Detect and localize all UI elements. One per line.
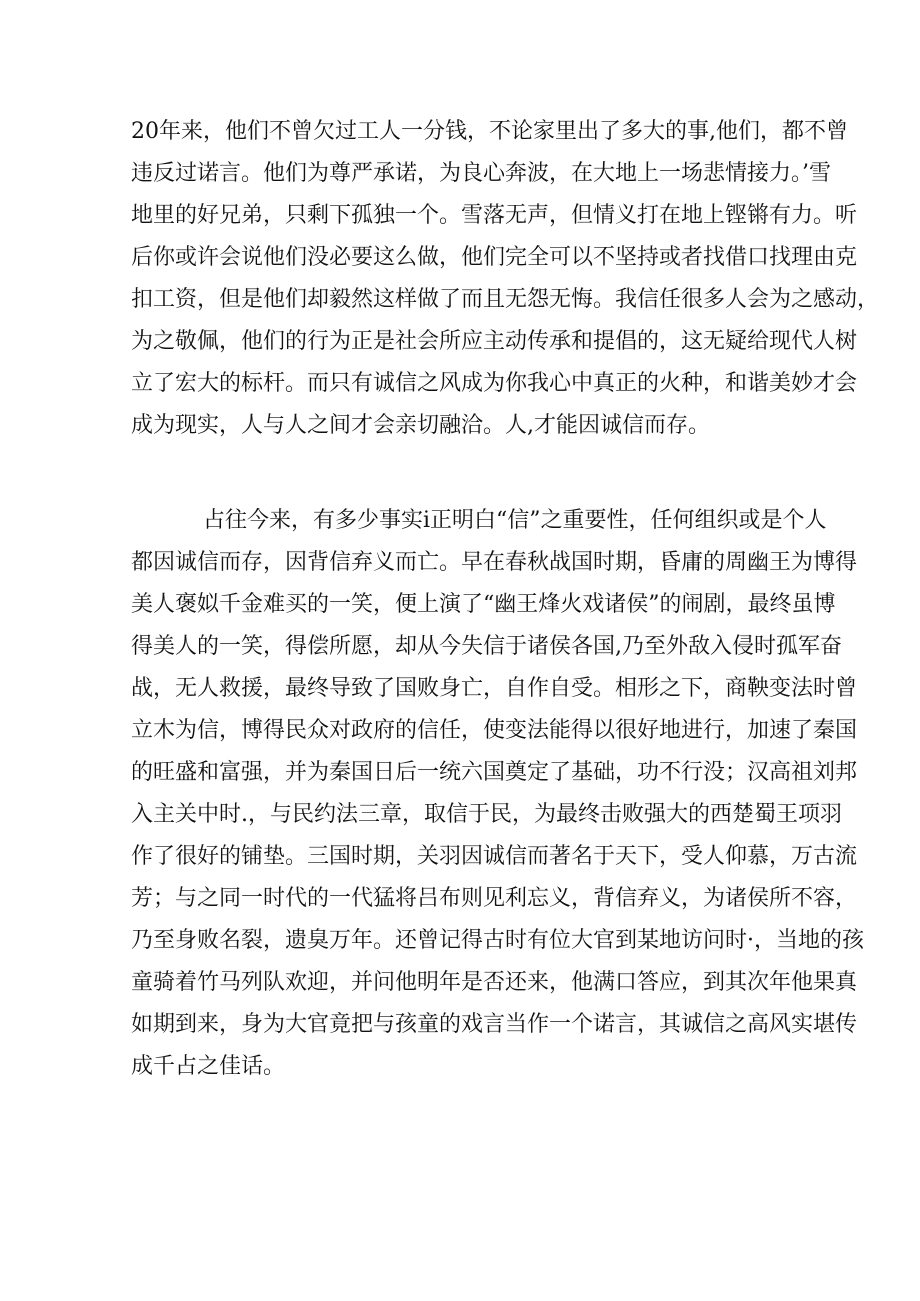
paragraph-2-line: 都因诚信而存，因背信弃义而亡。早在春秋战国时期，昏庸的周幽王为博得: [131, 550, 858, 575]
paragraph-2-line: 的旺盛和富强，并为秦国日后一统六国奠定了基础，功不行没；汉高祖刘邦: [131, 760, 858, 785]
paragraph-1-line: 地里的好兄弟，只剩下孤独一个。雪落无声，但情义打在地上铿锵有力。听: [131, 203, 858, 228]
paragraph-1-line: 成为现实，人与人之间才会亲切融洽。人,才能因诚信而存。: [131, 413, 710, 438]
paragraph-2-line: 得美人的一笑，得偿所愿，却从今失信于诸侯各国,乃至外敌入侵时孤军奋: [131, 634, 842, 659]
paragraph-2-line: 作了很好的铺垫。三国时期，关羽因诚信而著名于天下，受人仰慕，万古流: [131, 844, 858, 869]
paragraph-2-line: 战，无人救援，最终导致了国败身亡，自作自受。相形之下，商鞅变法时曾: [131, 676, 858, 701]
paragraph-2-line: 芳；与之同一时代的一代猛将吕布则见利忘义，背信弃义，为诸侯所不容，: [131, 886, 858, 911]
paragraph-2-line: 乃至身败名裂，遗臭万年。还曾记得古时有位大官到某地访问时·，当地的孩: [131, 928, 864, 953]
paragraph-2-line: 美人褒姒千金难买的一笑，便上演了“幽王烽火戏诸侯”的闹剧，最终虽博: [131, 592, 836, 617]
paragraph-2-line: 立木为信，博得民众对政府的信任，使变法能得以很好地进行，加速了秦国: [131, 718, 858, 743]
paragraph-1-line: 为之敬佩，他们的行为正是社会所应主动传承和提倡的，这无疑给现代人树: [131, 329, 858, 354]
paragraph-1-line: 立了宏大的标杆。而只有诚信之风成为你我心中真正的火种，和谐美妙才会: [131, 371, 858, 396]
paragraph-2-line: 入主关中时.，与民约法三章，取信于民，为最终击败强大的西楚蜀王项羽: [131, 802, 842, 827]
paragraph-1-line: 扣工资，但是他们却毅然这样做了而且无怨无悔。我信任很多人会为之感动，: [131, 287, 880, 312]
paragraph-2-line: 如期到来，身为大官竟把与孩童的戏言当作一个诺言，其诚信之高风实堪传: [131, 1012, 858, 1037]
paragraph-2-line: 占往今来，有多少事实i正明白“信”之重要性，任何组织或是个人: [203, 508, 827, 533]
paragraph-1-line: 20年来，他们不曾欠过工人一分钱，不论家里出了多大的事,他们，都不曾: [131, 119, 848, 144]
paragraph-1-line: 后你或许会说他们没必要这么做，他们完全可以不坚持或者找借口找理由克: [131, 245, 858, 270]
paragraph-2-line: 童骑着竹马列队欢迎，并问他明年是否还来，他满口答应，到其次年他果真: [131, 970, 858, 995]
paragraph-2-line: 成千占之佳话。: [131, 1054, 286, 1079]
paragraph-1-line: 违反过诺言。他们为尊严承诺，为良心奔波，在大地上一场悲情接力。’雪: [131, 161, 831, 186]
